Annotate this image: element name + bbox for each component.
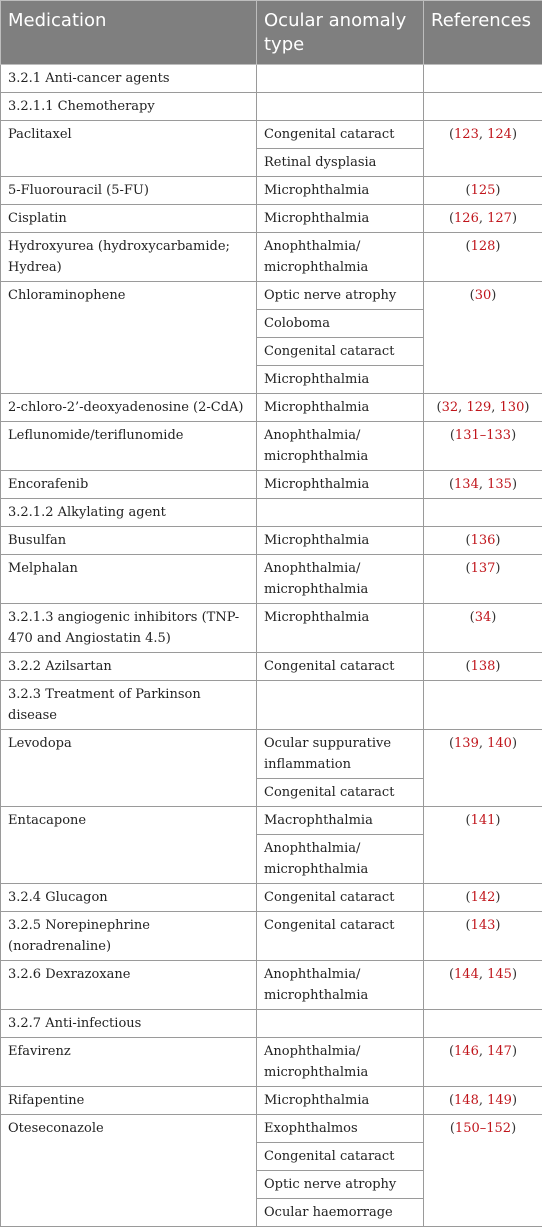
medication-cell: Paclitaxel — [1, 121, 257, 177]
citation-link[interactable]: 150 — [455, 1121, 480, 1136]
anomaly-cell: Microphthalmia — [257, 205, 424, 233]
references-cell: (137) — [424, 555, 542, 604]
references-cell: (139, 140) — [424, 730, 542, 807]
medication-cell: Oteseconazole — [1, 1115, 257, 1227]
citation-link[interactable]: 128 — [471, 239, 496, 254]
table-row — [1, 1087, 542, 1115]
citation-link[interactable]: 127 — [487, 211, 512, 226]
anomaly-cell — [257, 1010, 424, 1038]
medication-cell: Entacapone — [1, 807, 257, 884]
citation-link[interactable]: 148 — [454, 1093, 479, 1108]
header-ocular-anomaly-type: Ocular anomaly type — [257, 1, 424, 65]
citation-separator: , — [479, 211, 487, 226]
references-cell: (125) — [424, 177, 542, 205]
citation-link[interactable]: 147 — [487, 1044, 512, 1059]
citation-link[interactable]: 34 — [475, 610, 492, 625]
anomaly-cell: Macrophthalmia — [257, 807, 424, 835]
references-cell: (136) — [424, 527, 542, 555]
table-row — [1, 394, 542, 422]
medication-cell: 3.2.2 Azilsartan — [1, 653, 257, 681]
references-cell: (141) — [424, 807, 542, 884]
anomaly-cell: Anophthalmia/ microphthalmia — [257, 835, 424, 884]
references-cell: (30) — [424, 282, 542, 394]
medication-cell: Cisplatin — [1, 205, 257, 233]
references-cell: (144, 145) — [424, 961, 542, 1010]
citation-link[interactable]: 131 — [455, 428, 480, 443]
citation-link[interactable]: 134 — [454, 477, 479, 492]
references-cell: (142) — [424, 884, 542, 912]
medication-cell: 3.2.1 Anti-cancer agents — [1, 65, 257, 93]
citation-link[interactable]: 135 — [487, 477, 512, 492]
anomaly-cell: Microphthalmia — [257, 394, 424, 422]
header-references: References — [424, 1, 542, 65]
citation-link[interactable]: 142 — [471, 890, 496, 905]
table-row — [1, 65, 542, 93]
anomaly-cell: Microphthalmia — [257, 527, 424, 555]
citation-link[interactable]: 145 — [487, 967, 512, 982]
anomaly-cell — [257, 499, 424, 527]
table-row — [1, 93, 542, 121]
medication-cell: 2-chloro-2’-deoxyadenosine (2-CdA) — [1, 394, 257, 422]
anomaly-cell: Congenital cataract — [257, 121, 424, 149]
references-cell: (128) — [424, 233, 542, 282]
references-cell: (138) — [424, 653, 542, 681]
anomaly-cell: Congenital cataract — [257, 884, 424, 912]
citation-link[interactable]: 143 — [471, 918, 496, 933]
citation-separator: – — [480, 428, 487, 443]
citation-separator: , — [479, 1093, 487, 1108]
anomaly-cell — [257, 93, 424, 121]
table-row — [1, 121, 542, 149]
medication-cell: Melphalan — [1, 555, 257, 604]
citation-separator: , — [491, 400, 499, 415]
anomaly-cell: Congenital cataract — [257, 912, 424, 961]
anomaly-cell: Microphthalmia — [257, 177, 424, 205]
anomaly-cell: Exophthalmos — [257, 1115, 424, 1143]
table-row — [1, 527, 542, 555]
citation-link[interactable]: 138 — [471, 659, 496, 674]
citation-separator: , — [479, 967, 487, 982]
anomaly-cell: Ocular haemorrage — [257, 1199, 424, 1227]
table-row — [1, 807, 542, 835]
table-row — [1, 471, 542, 499]
anomaly-cell: Microphthalmia — [257, 604, 424, 653]
citation-separator: , — [479, 736, 487, 751]
citation-link[interactable]: 140 — [487, 736, 512, 751]
citation-link[interactable]: 144 — [454, 967, 479, 982]
references-cell — [424, 499, 542, 527]
references-cell: (126, 127) — [424, 205, 542, 233]
anomaly-cell: Coloboma — [257, 310, 424, 338]
table-row — [1, 233, 542, 282]
medication-cell: 3.2.7 Anti-infectious — [1, 1010, 257, 1038]
citation-link[interactable]: 137 — [471, 561, 496, 576]
medication-cell: Encorafenib — [1, 471, 257, 499]
medication-cell: Hydroxyurea (hydroxycarbamide; Hydrea) — [1, 233, 257, 282]
citation-separator: , — [479, 477, 487, 492]
citation-link[interactable]: 123 — [454, 127, 479, 142]
anomaly-cell: Congenital cataract — [257, 1143, 424, 1171]
references-cell: (146, 147) — [424, 1038, 542, 1087]
medication-cell: 5-Fluorouracil (5-FU) — [1, 177, 257, 205]
anomaly-cell: Microphthalmia — [257, 366, 424, 394]
anomaly-cell: Congenital cataract — [257, 779, 424, 807]
references-cell: (143) — [424, 912, 542, 961]
table-row — [1, 422, 542, 471]
table-row — [1, 1010, 542, 1038]
anomaly-cell: Retinal dysplasia — [257, 149, 424, 177]
anomaly-cell — [257, 65, 424, 93]
citation-link[interactable]: 125 — [471, 183, 496, 198]
anomaly-cell: Optic nerve atrophy — [257, 1171, 424, 1199]
anomaly-cell: Anophthalmia/ microphthalmia — [257, 961, 424, 1010]
table-row — [1, 681, 542, 730]
table-row — [1, 884, 542, 912]
citation-link[interactable]: 129 — [466, 400, 491, 415]
references-cell: (34) — [424, 604, 542, 653]
citation-link[interactable]: 149 — [487, 1093, 512, 1108]
references-cell: (131–133) — [424, 422, 542, 471]
table-body — [1, 65, 542, 1227]
citation-link[interactable]: 133 — [486, 428, 511, 443]
citation-separator: , — [458, 400, 466, 415]
medication-cell: 3.2.5 Norepinephrine (noradrenaline) — [1, 912, 257, 961]
references-cell — [424, 681, 542, 730]
references-cell — [424, 1010, 542, 1038]
medication-cell: 3.2.6 Dexrazoxane — [1, 961, 257, 1010]
medication-cell: Rifapentine — [1, 1087, 257, 1115]
anomaly-cell: Ocular suppurative inflammation — [257, 730, 424, 779]
medication-cell: Busulfan — [1, 527, 257, 555]
citation-separator: , — [479, 1044, 487, 1059]
citation-separator: , — [479, 127, 487, 142]
table-row — [1, 205, 542, 233]
medication-cell: Levodopa — [1, 730, 257, 807]
citation-link[interactable]: 146 — [454, 1044, 479, 1059]
table-row — [1, 604, 542, 653]
table-row — [1, 499, 542, 527]
references-cell: (32, 129, 130) — [424, 394, 542, 422]
table-row — [1, 1038, 542, 1087]
medication-cell: 3.2.1.3 angiogenic inhibitors (TNP-470 and Angiostatin 4.5) — [1, 604, 257, 653]
citation-link[interactable]: 30 — [475, 288, 492, 303]
medication-cell: 3.2.4 Glucagon — [1, 884, 257, 912]
anomaly-cell: Optic nerve atrophy — [257, 282, 424, 310]
header-row — [1, 1, 542, 65]
anomaly-cell: Congenital cataract — [257, 338, 424, 366]
citation-link[interactable]: 124 — [487, 127, 512, 142]
references-cell: (150–152) — [424, 1115, 542, 1227]
table-row — [1, 555, 542, 604]
anomaly-cell: Microphthalmia — [257, 471, 424, 499]
citation-link[interactable]: 136 — [471, 533, 496, 548]
anomaly-cell: Microphthalmia — [257, 1087, 424, 1115]
table-row — [1, 177, 542, 205]
medication-cell: 3.2.1.2 Alkylating agent — [1, 499, 257, 527]
citation-link[interactable]: 130 — [500, 400, 525, 415]
anomaly-cell: Anophthalmia/ microphthalmia — [257, 233, 424, 282]
references-cell: (123, 124) — [424, 121, 542, 177]
header-medication: Medication — [1, 1, 257, 65]
citation-separator: – — [480, 1121, 487, 1136]
medication-cell: Leflunomide/teriflunomide — [1, 422, 257, 471]
references-cell — [424, 65, 542, 93]
table-row — [1, 961, 542, 1010]
table-row — [1, 912, 542, 961]
table-row — [1, 282, 542, 310]
references-cell: (134, 135) — [424, 471, 542, 499]
anomaly-cell: Congenital cataract — [257, 653, 424, 681]
citation-link[interactable]: 139 — [454, 736, 479, 751]
table-row — [1, 730, 542, 779]
references-cell — [424, 93, 542, 121]
medication-cell: Chloraminophene — [1, 282, 257, 394]
anomaly-cell — [257, 681, 424, 730]
medication-cell: Efavirenz — [1, 1038, 257, 1087]
citation-link[interactable]: 152 — [486, 1121, 511, 1136]
anomaly-cell: Anophthalmia/ microphthalmia — [257, 422, 424, 471]
medication-cell: 3.2.3 Treatment of Parkinson disease — [1, 681, 257, 730]
anomaly-cell: Anophthalmia/ microphthalmia — [257, 555, 424, 604]
medication-cell: 3.2.1.1 Chemotherapy — [1, 93, 257, 121]
citation-link[interactable]: 126 — [454, 211, 479, 226]
anomaly-cell: Anophthalmia/ microphthalmia — [257, 1038, 424, 1087]
table-row — [1, 653, 542, 681]
references-cell: (148, 149) — [424, 1087, 542, 1115]
citation-link[interactable]: 141 — [471, 813, 496, 828]
citation-link[interactable]: 32 — [442, 400, 459, 415]
table-row — [1, 1115, 542, 1143]
